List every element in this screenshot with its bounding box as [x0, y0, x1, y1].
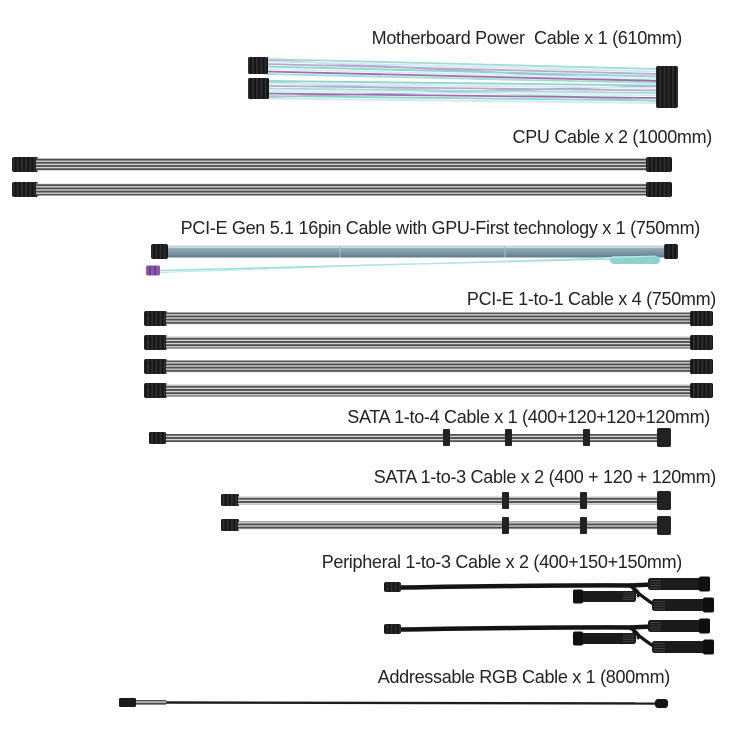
cpu-cable-1-sleeve — [36, 159, 648, 171]
sata-1to4-sata-connector-4-end — [657, 428, 671, 447]
pcie-1to1-cable-4-connector-right — [690, 383, 713, 398]
cpu-cable-2-connector-left — [12, 182, 38, 197]
label-cpu-cable: CPU Cable x 2 (1000mm) — [512, 127, 712, 147]
sata-1to3-cable-2-sata-connector-2 — [580, 517, 587, 534]
peripheral-cable-1-molex-bottom — [652, 598, 714, 613]
cpu-cable-2-connector-right — [646, 182, 672, 197]
peripheral-cable-1-branch-bottom — [633, 589, 655, 605]
pcie-gen5-connector-right — [664, 244, 678, 259]
sata-1to3-cable-2-sata-connector-3-end — [657, 516, 671, 535]
pcie-gen5-sense-connector-purple — [146, 266, 160, 276]
motherboard-cable-strands — [266, 59, 658, 103]
pcie-1to1-cable-1-connector-right — [690, 311, 713, 326]
sata-1to3-cable-2-sleeve — [238, 522, 660, 530]
cpu-cable-1-connector-left — [12, 157, 38, 172]
label-sata-1to4-cable: SATA 1-to-4 Cable x 1 (400+120+120+120mm) — [347, 407, 710, 427]
pcie-1to1-cable-2-sleeve — [166, 337, 692, 349]
pcie-1to1-cable-4 — [144, 383, 713, 398]
peripheral-1to3-cable-2 — [384, 619, 714, 655]
motherboard-connector-left-top — [248, 57, 268, 74]
motherboard-connector-right-24pin — [656, 66, 678, 108]
sata-1to4-sata-connector-2 — [505, 429, 512, 446]
peripheral-cable-1-connector-psu — [384, 582, 401, 592]
sata-1to3-cable-2-connector-psu — [221, 519, 239, 531]
pcie-1to1-cable-2 — [144, 335, 713, 350]
peripheral-cable-2-connector-psu — [384, 624, 401, 634]
cpu-cable-2-sleeve — [36, 184, 648, 196]
peripheral-cable-2-main-wire — [401, 627, 632, 629]
pcie-gen5-connector-left — [151, 244, 168, 259]
sata-1to3-cable-1-connector-psu — [221, 494, 239, 506]
sata-1to3-cable-1-sata-connector-1 — [502, 492, 509, 509]
argb-sleeve-segment — [136, 700, 166, 705]
pcie-1to1-cable-3-connector-left — [144, 359, 167, 374]
sata-1to3-cable-1-sata-connector-3-end — [657, 491, 671, 510]
pcie-1to1-cable-4-sleeve — [166, 385, 692, 397]
label-sata-1to3-cable: SATA 1-to-3 Cable x 2 (400 + 120 + 120mm) — [373, 467, 716, 487]
peripheral-cable-1-main-wire — [401, 585, 632, 587]
pcie-gen5-sense-wire-2 — [160, 256, 656, 273]
pcie-1to1-cable-3-sleeve — [166, 361, 692, 373]
sata-1to4-sata-connector-3 — [583, 429, 590, 446]
sata-1to3-cable-1-sleeve — [238, 497, 660, 505]
argb-connector-right — [655, 699, 668, 708]
label-pcie-1to1-cable: PCI-E 1-to-1 Cable x 4 (750mm) — [466, 289, 716, 309]
sata-1to4-connector-psu — [149, 432, 166, 444]
label-motherboard-cable: Motherboard Power Cable x 1 (610mm) — [371, 28, 682, 48]
peripheral-cable-2-molex-top — [648, 619, 710, 634]
argb-connector-left — [119, 698, 136, 707]
argb-cable-illustration — [119, 698, 668, 708]
label-pcie-16pin-cable: PCI-E Gen 5.1 16pin Cable with GPU-First technology x 1 (750mm) — [180, 218, 700, 238]
label-peripheral-cable: Peripheral 1-to-3 Cable x 2 (400+150+150mm) — [321, 552, 682, 572]
pcie-1to1-cable-1-connector-left — [144, 311, 167, 326]
pcie-1to1-cable-3-connector-right — [690, 359, 713, 374]
pcie-1to1-cable-1-sleeve — [166, 313, 692, 325]
pcie-1to1-cable-3 — [144, 359, 713, 374]
peripheral-cable-1-molex-top — [648, 577, 710, 592]
sata-1to4-sata-connector-1 — [443, 429, 450, 446]
peripheral-cable-2-branch-bottom — [633, 631, 655, 647]
motherboard-power-cable-illustration — [248, 57, 678, 108]
pcie-1to1-cable-2-connector-right — [690, 335, 713, 350]
pcie-1to1-cable-2-connector-left — [144, 335, 167, 350]
peripheral-cable-2-molex-bottom — [652, 640, 714, 655]
sata-1to3-cable-1-sata-connector-2 — [580, 492, 587, 509]
motherboard-connector-left-bottom — [248, 78, 269, 99]
label-argb-cable: Addressable RGB Cable x 1 (800mm) — [377, 667, 670, 687]
pcie-gen5-16pin-cable-illustration — [146, 244, 678, 276]
sata-1to3-cable-2 — [221, 516, 671, 535]
argb-wire — [166, 703, 658, 704]
sata-1to3-cable-1 — [221, 491, 671, 510]
peripheral-cable-1-molex-middle — [573, 590, 636, 604]
pcie-1to1-cable-1 — [144, 311, 713, 326]
pcie-1to1-cable-4-connector-left — [144, 383, 167, 398]
sata-1to4-cable-illustration — [149, 428, 671, 447]
peripheral-1to3-cable-1 — [384, 577, 714, 613]
cpu-cable-1-connector-right — [646, 157, 672, 172]
cpu-cable-2 — [12, 182, 672, 197]
peripheral-cable-2-molex-middle — [573, 632, 636, 646]
sata-1to3-cable-2-sata-connector-1 — [502, 517, 509, 534]
cpu-cable-1 — [12, 157, 672, 172]
